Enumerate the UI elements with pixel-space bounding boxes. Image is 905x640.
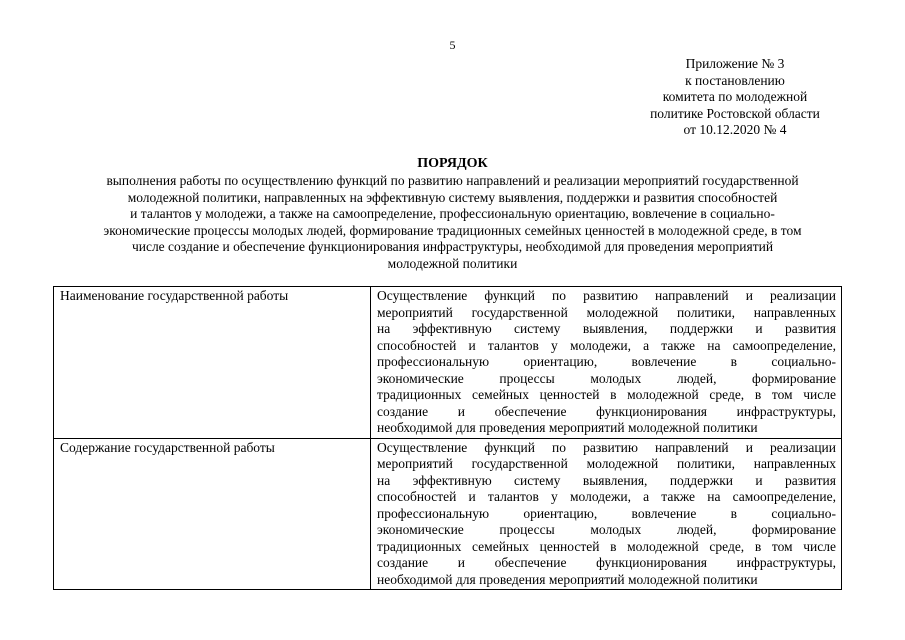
subtitle-line: и талантов у молодежи, а также на самоопределение, профессиональную ориентацию, вовлечение в социально-	[130, 206, 775, 221]
subtitle-line: молодежной политики	[387, 255, 518, 271]
document-subtitle	[40, 173, 865, 272]
value-line: традиционных семейных ценностей в молодежной среде, в том числе	[377, 538, 836, 554]
value-line: необходимой для проведения мероприятий молодежной политики	[377, 420, 758, 435]
row-label: Наименование государственной работы	[54, 287, 371, 439]
subtitle-line: числе создание и обеспечение функционирования инфраструктуры, необходимой для проведения мероприятий	[131, 239, 774, 254]
row-value	[371, 287, 842, 439]
value-line: на эффективную систему выявления, поддержки и развития	[377, 472, 836, 488]
value-line: мероприятий государственной молодежной политики, направленных	[377, 456, 836, 471]
work-table	[53, 286, 842, 590]
value-line: создание и обеспечение функционирования инфраструктуры,	[377, 555, 836, 570]
appendix-line: комитета по молодежной	[662, 89, 808, 104]
appendix-line: политике Ростовской области	[650, 105, 820, 121]
value-line: Осуществление функций по развитию направлений и реализации	[377, 288, 836, 303]
value-line: способностей и талантов у молодежи, а также на самоопределение,	[377, 337, 836, 353]
value-line: на эффективную систему выявления, поддержки и развития	[377, 321, 836, 336]
document-title: ПОРЯДОК	[417, 156, 488, 171]
value-line: Осуществление функций по развитию направлений и реализации	[377, 439, 836, 455]
table-row	[54, 287, 842, 439]
value-line: экономические процессы молодых людей, формирование	[377, 370, 836, 386]
value-line: необходимой для проведения мероприятий молодежной политики	[377, 571, 758, 587]
value-line: традиционных семейных ценностей в молодежной среде, в том числе	[377, 387, 836, 402]
appendix-line: Приложение № 3	[685, 56, 785, 71]
row-label: Содержание государственной работы	[54, 438, 371, 590]
subtitle-line: молодежной политики, направленных на эффективную систему выявления, поддержки и развития способностей	[127, 189, 778, 205]
appendix-line: от 10.12.2020 № 4	[683, 122, 787, 137]
appendix-line: к постановлению	[685, 72, 785, 88]
value-line: профессиональную ориентацию, вовлечение в социально-	[377, 505, 836, 521]
subtitle-line: экономические процессы молодых людей, формирование традиционных семейных ценностей в молодежной среде, в том	[103, 222, 802, 238]
table-row	[54, 438, 842, 590]
subtitle-line: выполнения работы по осуществлению функций по развитию направлений и реализации мероприятий государственной	[106, 173, 799, 188]
row-value	[371, 438, 842, 590]
value-line: способностей и талантов у молодежи, а также на самоопределение,	[377, 489, 836, 504]
appendix-block	[620, 56, 850, 139]
value-line: создание и обеспечение функционирования инфраструктуры,	[377, 403, 836, 419]
value-line: экономические процессы молодых людей, формирование	[377, 522, 836, 537]
page-number: 5	[449, 38, 456, 52]
value-line: профессиональную ориентацию, вовлечение в социально-	[377, 354, 836, 369]
value-line: мероприятий государственной молодежной политики, направленных	[377, 304, 836, 320]
